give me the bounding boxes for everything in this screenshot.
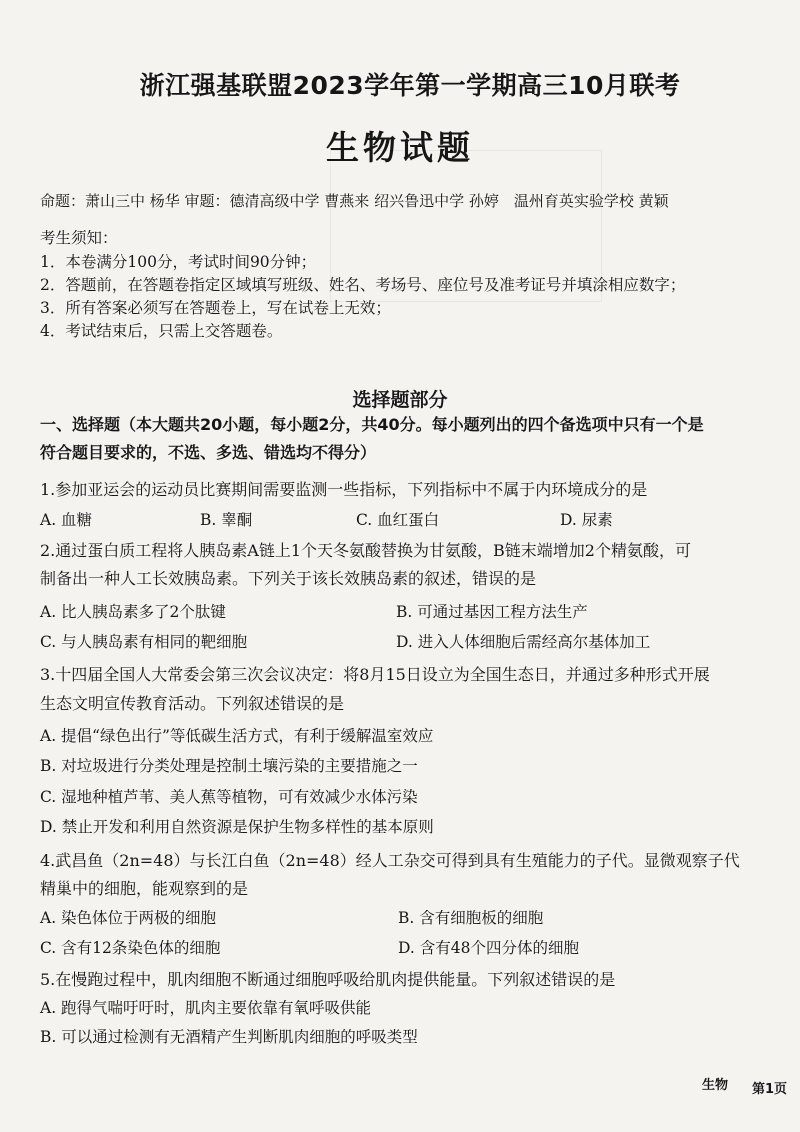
notice-item: 1．本卷满分100分，考试时间90分钟；	[40, 253, 317, 271]
q2-option-b: B. 可通过基因工程方法生产	[396, 603, 588, 621]
q2-option-c: C. 与人胰岛素有相同的靶细胞	[40, 633, 248, 651]
q3-option-c: C. 湿地种植芦苇、美人蕉等植物，可有效减少水体污染	[40, 788, 418, 806]
question-4-stem: 4.武昌鱼（2n=48）与长江白鱼（2n=48）经人工杂交可得到具有生殖能力的子代。显微观察子代	[40, 851, 740, 870]
exam-title: 浙江强基联盟2023学年第一学期高三10月联考	[139, 71, 681, 100]
question-5-stem: 5.在慢跑过程中，肌肉细胞不断通过细胞呼吸给肌肉提供能量。下列叙述错误的是	[40, 970, 616, 989]
q4-option-b: B. 含有细胞板的细胞	[398, 909, 544, 927]
q1-option-a: A. 血糖	[40, 511, 93, 529]
subject-title: 生物试题	[326, 128, 474, 167]
question-4-stem-cont: 精巢中的细胞，能观察到的是	[40, 879, 249, 898]
notice-heading: 考生须知：	[40, 229, 118, 247]
section-title: 选择题部分	[352, 389, 448, 411]
question-3-stem-cont: 生态文明宣传教育活动。下列叙述错误的是	[40, 694, 345, 713]
section-instruction: 一、选择题（本大题共20小题，每小题2分，共40分。每小题列出的四个备选项中只有一个是	[40, 415, 704, 434]
q4-option-d: D. 含有48个四分体的细胞	[398, 939, 579, 957]
notice-item: 2．答题前，在答题卷指定区域填写班级、姓名、考场号、座位号及准考证号并填涂相应数字；	[40, 276, 686, 294]
q1-option-c: C. 血红蛋白	[356, 511, 440, 529]
question-2-stem-cont: 制备出一种人工长效胰岛素。下列关于该长效胰岛素的叙述，错误的是	[40, 569, 537, 588]
question-2-stem: 2.通过蛋白质工程将人胰岛素A链上1个天冬氨酸替换为甘氨酸，B链末端增加2个精氨酸，可	[40, 541, 691, 560]
q5-option-a: A. 跑得气喘吁吁时，肌肉主要依靠有氧呼吸供能	[40, 999, 372, 1017]
q5-option-b: B. 可以通过检测有无酒精产生判断肌肉细胞的呼吸类型	[40, 1028, 418, 1046]
q2-option-a: A. 比人胰岛素多了2个肽键	[40, 603, 226, 621]
section-instruction: 符合题目要求的，不选、多选、错选均不得分）	[40, 443, 377, 462]
q2-option-d: D. 进入人体细胞后需经高尔基体加工	[396, 633, 651, 651]
q1-option-d: D. 尿素	[560, 511, 613, 529]
q1-option-b: B. 睾酮	[200, 511, 253, 529]
authors-line: 命题：萧山三中 杨华 审题：德清高级中学 曹燕来 绍兴鲁迅中学 孙婷 温州育英实验学校 黄颖	[40, 192, 669, 210]
q3-option-a: A. 提倡“绿色出行”等低碳生活方式，有利于缓解温室效应	[40, 727, 434, 745]
notice-item: 3．所有答案必须写在答题卷上，写在试卷上无效；	[40, 299, 391, 317]
footer-page-number: 第1页	[752, 1082, 788, 1097]
q3-option-b: B. 对垃圾进行分类处理是控制土壤污染的主要措施之一	[40, 757, 418, 775]
notice-item: 4．考试结束后，只需上交答题卷。	[40, 322, 283, 340]
q4-option-a: A. 染色体位于两极的细胞	[40, 909, 217, 927]
footer-subject: 生物	[702, 1078, 729, 1093]
question-1-stem: 1.参加亚运会的运动员比赛期间需要监测一些指标，下列指标中不属于内环境成分的是	[40, 480, 648, 499]
q3-option-d: D. 禁止开发和利用自然资源是保护生物多样性的基本原则	[40, 818, 434, 836]
question-3-stem: 3.十四届全国人大常委会第三次会议决定：将8月15日设立为全国生态日，并通过多种形式开展	[40, 665, 710, 684]
q4-option-c: C. 含有12条染色体的细胞	[40, 939, 221, 957]
